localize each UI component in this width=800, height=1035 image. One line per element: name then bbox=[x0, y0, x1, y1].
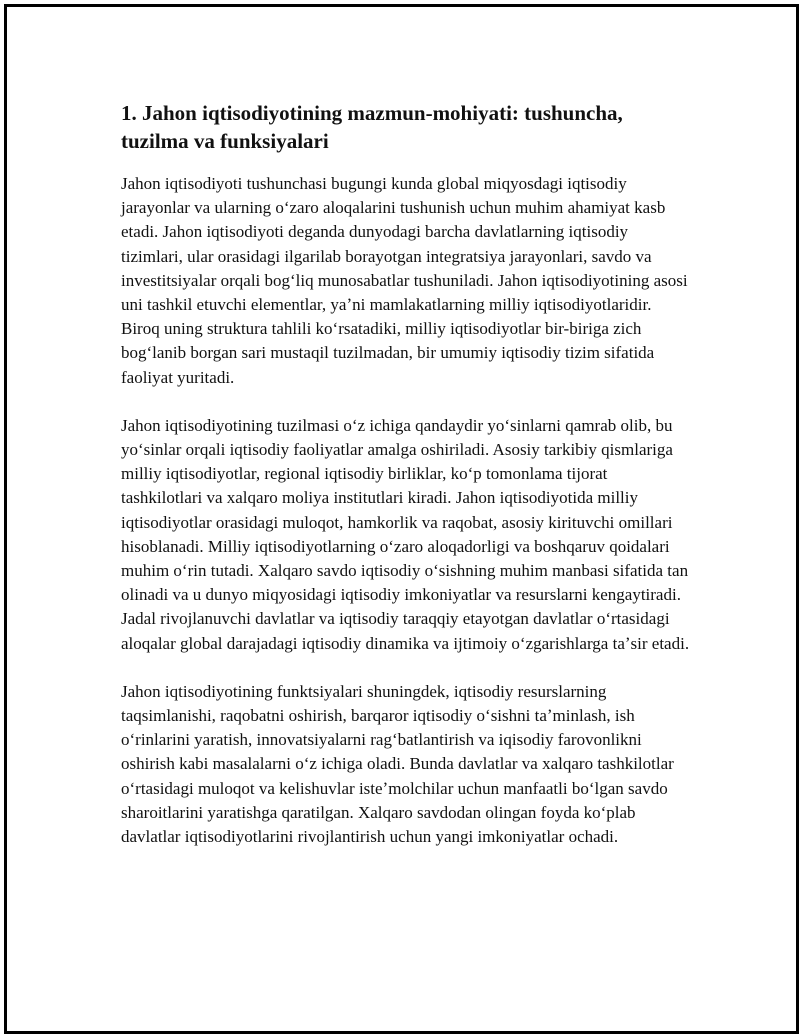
section-title: 1. Jahon iqtisodiyotining mazmun-mohiyati: tushuncha, tuzilma va funksiyalari bbox=[121, 101, 623, 153]
paragraph-1: Jahon iqtisodiyoti tushunchasi bugungi kunda global miqyosdagi iqtisodiy jarayonlar va ularning oʻzaro aloqalarini tushunish uchun muhim ahamiyat kasb etadi. Jahon iqtisodiyoti deganda dunyodagi barcha davlatlarning iqtisodiy tizimlari, ular orasidagi ilgarilab borayotgan integratsiya jarayonlari, savdo va investitsiyalar orqali bogʻliq munosabatlar tushuniladi. Jahon iqtisodiyotining asosi uni tashkil etuvchi elementlar, yaʼni mamlakatlarning milliy iqtisodiyotlaridir. Biroq uning struktura tahlili koʻrsatadiki, milliy iqtisodiyotlar bir-biriga zich bogʻlanib borgan sari mustaqil tuzilmadan, bir umumiy iqtisodiy tizim sifatida faoliyat yuritadi. bbox=[121, 174, 688, 387]
paragraph-2: Jahon iqtisodiyotining tuzilmasi oʻz ichiga qandaydir yoʻsinlarni qamrab olib, bu yoʻsinlar orqali iqtisodiy faoliyatlar amalga oshiriladi. Asosiy tarkibiy qismlariga milliy iqtisodiyotlar, regional iqtisodiy birliklar, koʻp tomonlama tijorat tashkilotlari va xalqaro moliya institutlari kiradi. Jahon iqtisodiyotida milliy iqtisodiyotlar orasidagi muloqot, hamkorlik va raqobat, asosiy kirituvchi omillari hisoblanadi. Milliy iqtisodiyotlarning oʻzaro aloqadorligi va boshqaruv qoidalari muhim oʻrin tutadi. Xalqaro savdo iqtisodiy oʻsishning muhim manbasi sifatida tan olinadi va u dunyo miqyosidagi iqtisodiy imkoniyatlar va resurslarni kengaytiradi. Jadal rivojlanuvchi davlatlar va iqtisodiy taraqqiy etayotgan davlatlar oʻrtasidagi aloqalar global darajadagi iqtisodiy dinamika va ijtimoiy oʻzgarishlarga taʼsir etadi. bbox=[121, 415, 690, 653]
page-frame bbox=[4, 4, 799, 1034]
paragraph-3: Jahon iqtisodiyotining funktsiyalari shuningdek, iqtisodiy resurslarning taqsimlanishi, raqobatni oshirish, barqaror iqtisodiy oʻsishni taʼminlash, ish oʻrinlarini yaratish, innovatsiyalarni ragʻbatlantirish va iqisodiy farovonlikni oshirish kabi masalalarni oʻz ichiga oladi. Bunda davlatlar va xalqaro tashkilotlar oʻrtasidagi muloqot va kelishuvlar isteʼmolchilar uchun manfaatli boʻlgan savdo sharoitlarini yaratishga qaratilgan. Xalqaro savdodan olingan foyda koʻplab davlatlar iqtisodiyotlarini rivojlantirish uchun yangi imkoniyatlar ochadi. bbox=[121, 681, 674, 847]
document-body bbox=[121, 99, 691, 873]
